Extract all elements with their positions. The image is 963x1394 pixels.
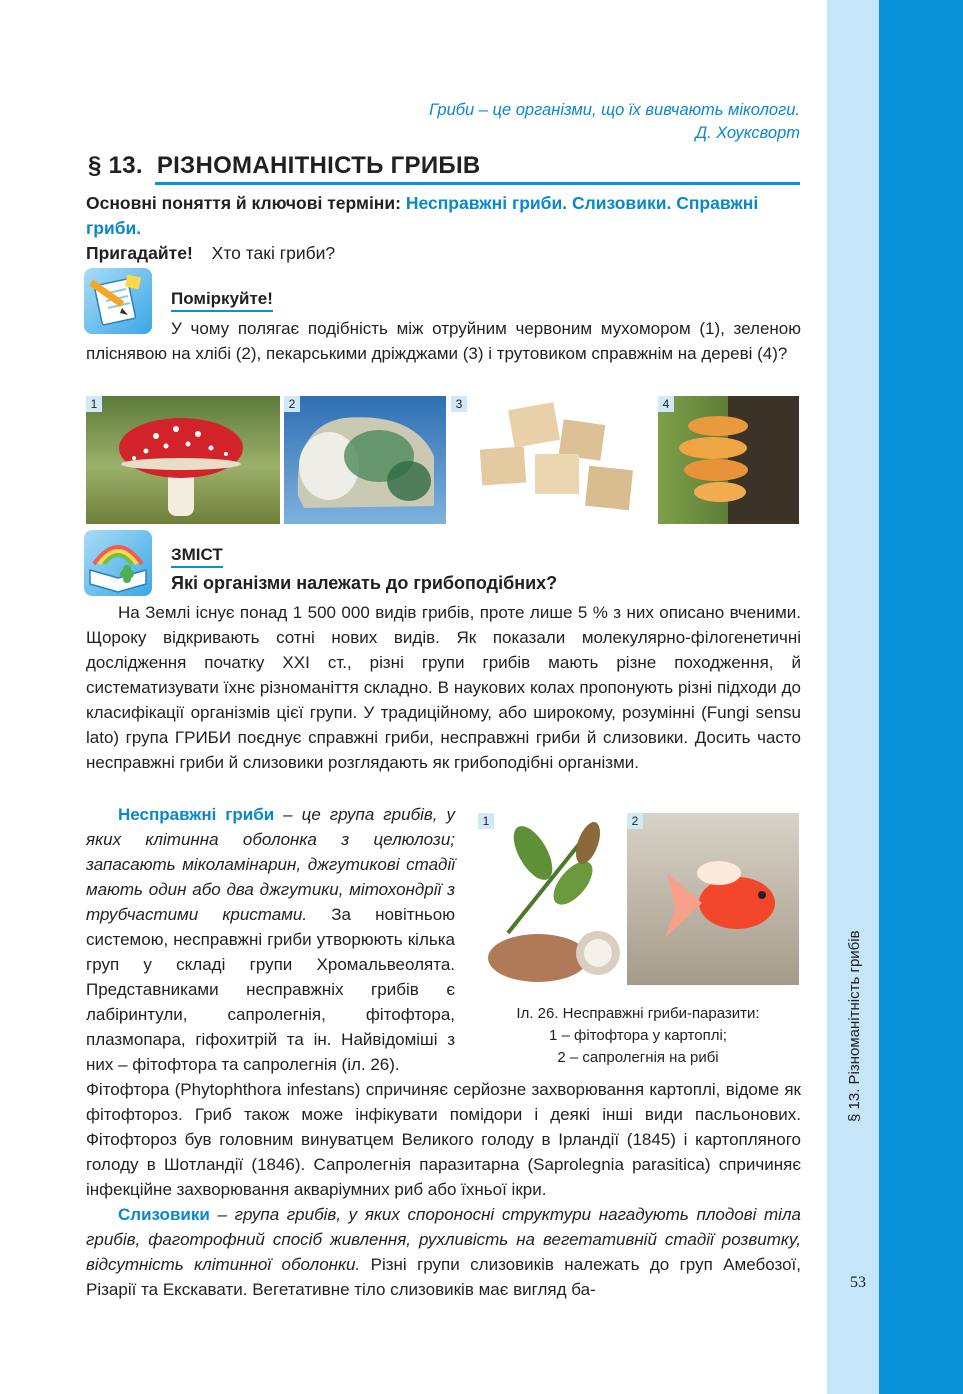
- caption-line-1: Іл. 26. Несправжні гриби-паразити:: [516, 1005, 760, 1022]
- slime-molds-term: Слизовики: [118, 1205, 210, 1224]
- caption-line-2: 1 – фітофтора у картоплі;: [549, 1027, 727, 1044]
- slime-molds-paragraph: [86, 1202, 801, 1302]
- photo-number: 1: [86, 396, 102, 412]
- epigraph-author: Д. Хоуксворт: [695, 124, 800, 142]
- figure-label: 2: [627, 813, 643, 829]
- key-terms-list: Несправжні гриби. Слизовики. Справжні гриби.: [86, 193, 759, 238]
- recall: [86, 243, 335, 264]
- side-section-title: § 13. Різноманітність грибів: [846, 930, 863, 1122]
- moldy-bread-icon: [284, 396, 446, 524]
- recall-question: Хто такі гриби?: [211, 243, 336, 263]
- section-number: § 13.: [88, 152, 143, 179]
- book-rainbow-clover-icon: [84, 530, 152, 596]
- side-bar-dark: [879, 0, 963, 1394]
- oomycetes-definition: – це група грибів, у яких клітинна оболонка з целюлози; запасають міколамінарин, джгутикові стадії мають один або два джгутики, мітохондрії з трубчастими кристами.: [86, 805, 455, 924]
- section-heading: [88, 152, 481, 180]
- content-title: ЗМІСТ: [171, 544, 223, 568]
- oomycetes-continuation: Фітофтора (Phytophthora infestans) спричиняє серйозне захворювання картоплі, відоме як фітофтороз. Гриб також може інфікувати помідори і деякі інші види пасльонових. Фітофтороз був головним винуватцем Великого голоду в Ірландії (1845) і картопляного голоду в Шотландії (1846). Сапролегнія паразитарна (Saprolegnia parasitica) спричиняє інфекційне захворювання акваріумних риб або їхньої ікри.: [86, 1080, 801, 1199]
- photo-yeast: [451, 396, 651, 524]
- caption-line-3: 2 – сапролегнія на рибі: [557, 1049, 719, 1066]
- baker-yeast-icon: [451, 396, 651, 524]
- figure-caption: [488, 1003, 788, 1069]
- key-terms-label: Основні поняття й ключові терміни:: [86, 193, 401, 213]
- slime-molds-text: Різні групи слизовиків належать до груп Амебозої, Різарії та Екскавати. Вегетативне тіло слизовиків має вигляд ба-: [86, 1255, 801, 1299]
- photo-fly-agaric: [86, 396, 280, 524]
- heading-underline: [155, 182, 800, 185]
- bracket-fungus-icon: [658, 396, 799, 524]
- slime-molds-definition: – група грибів, у яких спороносні структури нагадують плодові тіла грибів, фаготрофний спосіб живлення, рухливість на вегетативній стадії розвитку, відсутність клітинної оболонки.: [86, 1205, 801, 1274]
- fly-agaric-mushroom-icon: [86, 396, 280, 524]
- photo-number: 3: [451, 396, 467, 412]
- recall-label: Пригадайте!: [86, 243, 193, 263]
- photo-bracket-fungus: [658, 396, 799, 524]
- page-number: 53: [850, 1274, 866, 1291]
- epigraph-quote: Гриби – це організми, що їх вивчають мікологи.: [429, 101, 800, 119]
- figure-saprolegnia: [627, 813, 799, 985]
- figure-phytophthora: [478, 813, 623, 985]
- key-terms: [86, 191, 801, 241]
- oomycetes-text: За новітньою системою, несправжні гриби утворюють кілька груп у складі групи Хромальвеолята. Представниками несправжніх грибів є лабіринтули, сапролегнія, фітофтора, плазмопара, гіфохитрій та ін. Найвідоміші з них – фітофтора та сапролегнія (іл. 26).: [86, 905, 455, 1074]
- think-text: У чому полягає подібність між отруйним червоним мухомором (1), зеленою пліснявою на хлібі (2), пекарськими дріжджами (3) і трутовиком справжнім на дереві (4)?: [86, 319, 801, 363]
- content-question: Які організми належать до грибоподібних?: [171, 573, 558, 593]
- goldfish-icon: [627, 813, 799, 985]
- section-title: РІЗНОМАНІТНІСТЬ ГРИБІВ: [156, 152, 481, 179]
- figure-label: 1: [478, 813, 494, 829]
- potato-leaf-icon: [478, 813, 623, 985]
- photo-number: 4: [658, 396, 674, 412]
- content-paragraph: На Землі існує понад 1 500 000 видів грибів, проте лише 5 % з них описано вченими. Щороку відкривають сотні нових видів. Як показали молекулярно-філогенетичні дослідження початку XXI ст., різні групи грибів мають різне походження, й систематизувати їхнє різноманіття складно. В наукових колах пропонують різні підходи до класифікації організмів цієї групи. У традиційному, або широкому, розумінні (Fungi sensu lato) група ГРИБИ поєднує справжні гриби, несправжні гриби й слизовики. Досить часто несправжні гриби й слизовики розглядають як грибоподібні організми.: [86, 603, 801, 772]
- photo-number: 2: [284, 396, 300, 412]
- oomycetes-paragraph: [86, 802, 455, 1077]
- oomycetes-term: Несправжні гриби: [118, 805, 275, 824]
- side-bar-light: [827, 0, 879, 1394]
- photo-moldy-bread: [284, 396, 446, 524]
- think-title: Поміркуйте!: [171, 288, 273, 312]
